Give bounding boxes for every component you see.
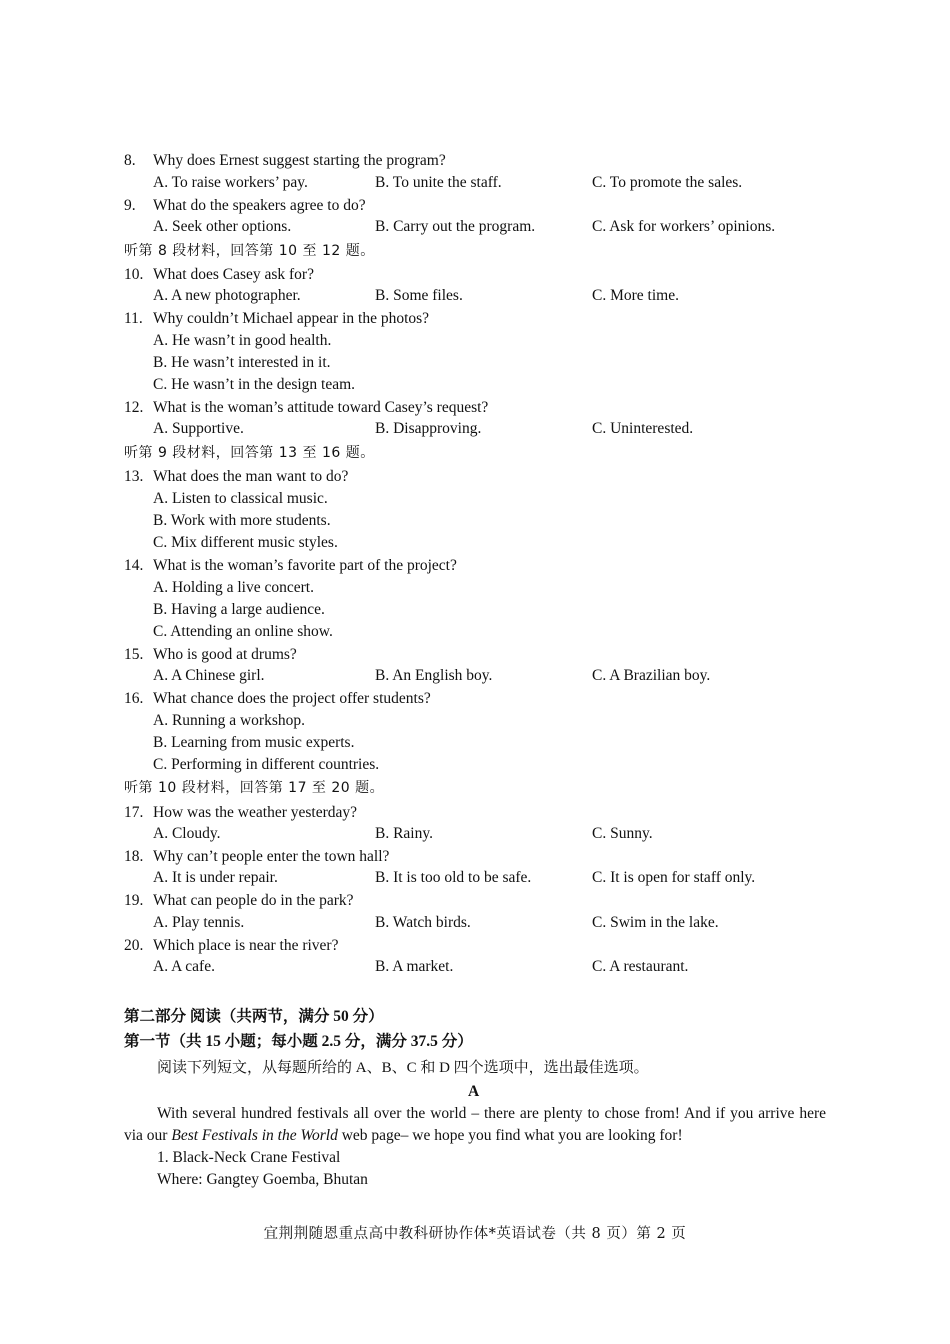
option-c: C. Uninterested. (592, 420, 694, 437)
option-a: A. Seek other options. (153, 218, 292, 235)
question-text: What does Casey ask for? (153, 266, 314, 283)
option-c: C. A Brazilian boy. (592, 667, 711, 684)
option-b: B. A market. (375, 958, 454, 975)
question-number: 16. (124, 690, 144, 707)
reading-instruction: 阅读下列短文，从每题所给的 A、B、C 和 D 四个选项中，选出最佳选项。 (157, 1060, 649, 1076)
question-number: 9. (124, 197, 136, 214)
option-c: C. Ask for workers’ opinions. (592, 218, 776, 235)
question-number: 8. (124, 152, 136, 169)
option-c: C. Swim in the lake. (592, 914, 719, 931)
question-number: 10. (124, 266, 144, 283)
option-a: A. Holding a live concert. (153, 579, 314, 596)
option-c: C. It is open for staff only. (592, 869, 756, 886)
question-number: 13. (124, 468, 144, 485)
question-number: 19. (124, 892, 144, 909)
option-c: C. He wasn’t in the design team. (153, 376, 356, 393)
option-a: A. To raise workers’ pay. (153, 174, 308, 191)
question-text: What does the man want to do? (153, 468, 349, 485)
question-text: What is the woman’s attitude toward Casey’s request? (153, 399, 489, 416)
option-a: A. A Chinese girl. (153, 667, 265, 684)
option-b: B. It is too old to be safe. (375, 869, 532, 886)
question-number: 14. (124, 557, 144, 574)
listening-instruction-text: 听第 10 段材料，回答第 17 至 20 题。 (124, 780, 385, 796)
option-a: A. Listen to classical music. (153, 490, 328, 507)
part-two-heading: 第二部分 阅读（共两节，满分 50 分） (124, 1008, 384, 1025)
question-text: What chance does the project offer students? (153, 690, 431, 707)
question-text: What is the woman’s favorite part of the project? (153, 557, 457, 574)
question-text: What do the speakers agree to do? (153, 197, 366, 214)
question-text: How was the weather yesterday? (153, 804, 357, 821)
option-a: A. Supportive. (153, 420, 244, 437)
question-text: Why does Ernest suggest starting the program? (153, 152, 446, 169)
option-b: B. Learning from music experts. (153, 734, 355, 751)
passage-text-2: web page– we hope you find what you are looking for! (337, 1127, 683, 1144)
option-b: B. Having a large audience. (153, 601, 325, 618)
option-b: B. He wasn’t interested in it. (153, 354, 331, 371)
question-number: 12. (124, 399, 144, 416)
option-c: C. Performing in different countries. (153, 756, 380, 773)
option-a: A. A new photographer. (153, 287, 301, 304)
option-b: B. Some files. (375, 287, 463, 304)
section-one-heading: 第一节（共 15 小题；每小题 2.5 分，满分 37.5 分） (124, 1033, 473, 1050)
option-c: C. To promote the sales. (592, 174, 743, 191)
listening-instruction-text: 听第 9 段材料，回答第 13 至 16 题。 (124, 445, 375, 461)
question-number: 15. (124, 646, 144, 663)
option-a: A. Running a workshop. (153, 712, 305, 729)
question-text: Why can’t people enter the town hall? (153, 848, 390, 865)
option-a: A. A cafe. (153, 958, 215, 975)
option-a: A. It is under repair. (153, 869, 278, 886)
question-number: 20. (124, 937, 144, 954)
option-b: B. An English boy. (375, 667, 493, 684)
question-text: Which place is near the river? (153, 937, 339, 954)
option-b: B. Watch birds. (375, 914, 471, 931)
option-b: B. Disapproving. (375, 420, 482, 437)
option-a: A. He wasn’t in good health. (153, 332, 332, 349)
option-c: C. Sunny. (592, 825, 653, 842)
option-b: B. Carry out the program. (375, 218, 536, 235)
passage-text-1: With several hundred festivals all over the world – there are plenty to chose from! And if you arrive here via our (124, 1105, 826, 1144)
passage-label: A (468, 1083, 480, 1100)
passage-intro (124, 1103, 826, 1147)
page-footer: 宜荆荆随恩重点高中教科研协作体*英语试卷（共 8 页）第 2 页 (263, 1226, 687, 1242)
question-number: 18. (124, 848, 144, 865)
question-number: 17. (124, 804, 144, 821)
option-c: C. A restaurant. (592, 958, 689, 975)
option-b: B. To unite the staff. (375, 174, 502, 191)
option-a: A. Cloudy. (153, 825, 221, 842)
question-text: What can people do in the park? (153, 892, 354, 909)
option-c: C. More time. (592, 287, 679, 304)
option-b: B. Rainy. (375, 825, 433, 842)
question-number: 11. (124, 310, 143, 327)
option-c: C. Mix different music styles. (153, 534, 338, 551)
option-c: C. Attending an online show. (153, 623, 333, 640)
option-a: A. Play tennis. (153, 914, 245, 931)
question-text: Who is good at drums? (153, 646, 297, 663)
passage-italic-title: Best Festivals in the World (171, 1127, 338, 1144)
question-text: Why couldn’t Michael appear in the photos? (153, 310, 430, 327)
listening-instruction-text: 听第 8 段材料，回答第 10 至 12 题。 (124, 243, 375, 259)
option-b: B. Work with more students. (153, 512, 331, 529)
item-1-title: 1. Black-Neck Crane Festival (157, 1149, 341, 1166)
item-1-where: Where: Gangtey Goemba, Bhutan (157, 1171, 368, 1188)
